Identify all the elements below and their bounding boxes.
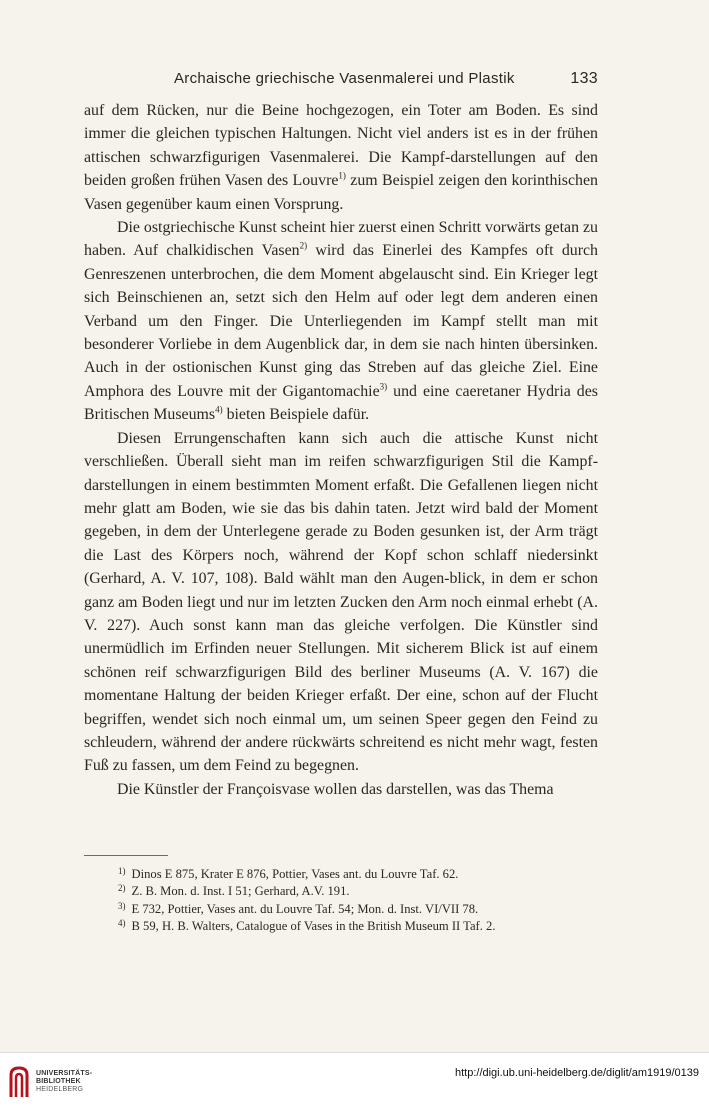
footnote-ref: 4) [215,404,223,415]
permalink-url[interactable]: http://digi.ub.uni-heidelberg.de/diglit/am1919/0139 [454,1067,699,1079]
footnote-text: E 732, Pottier, Vases ant. du Louvre Taf. 54; Mon. d. Inst. VI/VII 78. [131,901,479,916]
header-title: Archaische griechische Vasenmalerei und Plastik [174,70,515,87]
text-run: und eine caeretaner Hydria des Britischen Museums [84,382,598,424]
paragraph [84,778,598,801]
paragraph [84,216,598,427]
footnote-rule [84,855,168,856]
footnote-number: 2) [118,883,126,894]
running-header [84,70,598,92]
footnote-text: Dinos E 875, Krater E 876, Pottier, Vases ant. du Louvre Taf. 62. [131,867,459,881]
paragraph [84,427,598,778]
paragraph [84,99,598,216]
footnote [84,866,598,883]
text-run: Die Künstler der Françoisvase wollen das darstellen, was das Thema [117,780,554,798]
text-run: bieten Beispiele dafür. [222,406,370,424]
footnote-ref: 3) [379,381,388,392]
text-run: wird das Einerlei des Kampfes oft durch Genreszenen unterbrochen, die dem Moment abgelauscht sind. Ein Krieger legt sich Beinschienen an, setzt sich den Helm auf oder legt dem anderen einen Verband um den Finger. Die Unterliegenden im Kampf stellt man mit besonderer Vorliebe in dem Augenblick dar, in dem sie nach hinten übersinken. Auch in der ostionischen Kunst ging das Streben auf das gleiche Ziel. Eine Amphora des Louvre mit der Gigantomachie [84,242,599,400]
footnote-number: 4) [118,918,126,929]
logo-line-2: BIBLIOTHEK [36,1078,81,1085]
viewer-footer [0,1052,709,1113]
page-number: 133 [570,70,598,87]
logo-line-1: UNIVERSITÄTS- [36,1070,93,1077]
library-logo-icon [8,1065,30,1099]
footnotes [84,866,598,936]
text-run: zum Beispiel zeigen den korinthischen Vasen gegenüber kaum einen Vorsprung. [84,172,598,213]
footnote-ref: 2) [299,241,308,252]
footnote [84,901,598,918]
footnote-number: 3) [118,900,126,911]
footnote [84,918,598,935]
text-run: Diesen Errungenschaften kann sich auch die attische Kunst nicht verschließen. Überall sieht man im reifen schwarzfigurigen Stil die Kampf-darstellungen in einem bestimmten Moment erfaßt. Die Gefallenen liegen nicht mehr glatt am Boden, wie sie das bis dahin taten. Jetzt wird bald der Moment gegeben, in dem der Unterlegene gerade zu Boden gesunken ist, der Arm trägt die Last des Körpers noch, während der Kopf schon schlaff niedersinkt (Gerhard, A. V. 107, 108). Bald wählt man den Augen-blick, in dem er schon ganz am Boden liegt und nur im letzten Zucken den Arm noch einmal erhebt (A. V. 227). Auch sonst kann man das gleiche verfolgen. Die Künstler sind unermüdlich im Erfinden neuer Stellungen. Mit sicherem Blick ist auf einem schönen reif schwarzfigurigen Bild des berliner Museums (A. V. 167) die momentane Haltung der beiden Krieger erfaßt. Der eine, schon auf der Flucht begriffen, wendet sich noch einmal um, um seinen Speer gegen den Feind zu schleudern, während der andere rückwärts schreitend es nicht mehr wagt, festen Fuß zu fassen, um dem Feind zu begegnen. [84,429,598,775]
logo-line-3: HEIDELBERG [36,1086,84,1093]
footnote-number: 1) [118,866,126,876]
body-text [84,99,598,801]
library-logo[interactable] [8,1065,92,1099]
footnote-ref: 1) [338,170,346,181]
text-run: auf dem Rücken, nur die Beine hochgezogen, ein Toter am Boden. Es sind immer die gleichen typischen Haltungen. Nicht viel anders ist es in der frühen attischen schwarzfigurigen Vasenmalerei. Die Kampf-darstellungen auf den beiden großen frühen Vasen des Louvre [84,102,598,190]
footnote-text: Z. B. Mon. d. Inst. I 51; Gerhard, A.V. 191. [131,884,350,899]
text-run: Die ostgriechische Kunst scheint hier zuerst einen Schritt vorwärts getan zu haben. Auf chalkidischen Vasen [84,219,598,260]
footnote [84,883,598,900]
footnote-text: B 59, H. B. Walters, Catalogue of Vases in the British Museum II Taf. 2. [131,919,496,934]
